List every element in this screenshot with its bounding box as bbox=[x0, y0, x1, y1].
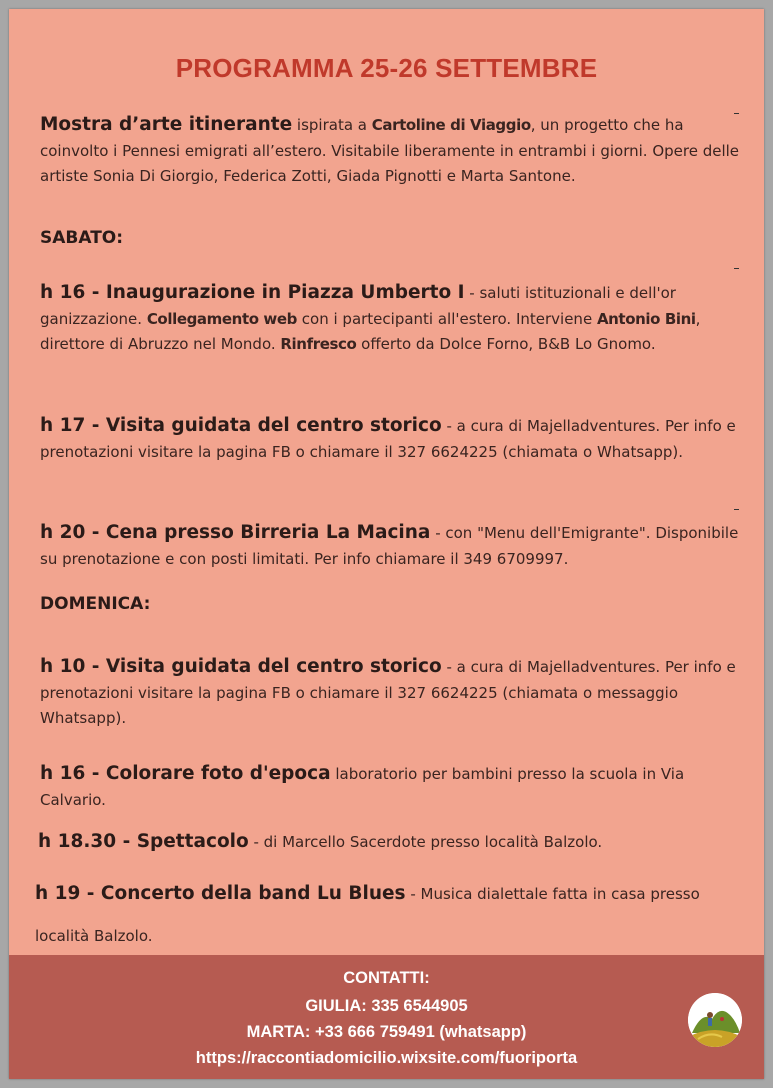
event-title: h 16 - Inaugurazione in Piazza Umberto I bbox=[40, 282, 465, 303]
website-link[interactable]: https://raccontiadomicilio.wixsite.com/fuoriporta bbox=[195, 1049, 578, 1067]
margin-mark bbox=[734, 509, 739, 510]
event-title: h 17 - Visita guidata del centro storico bbox=[40, 415, 442, 436]
event-title: h 20 - Cena presso Birreria La Macina bbox=[40, 522, 431, 543]
exhibition-description: Mostra d’arte itinerante ispirata a Cartoline di Viaggio, un progetto che ha coinvolto i Pennesi emigrati all’estero. Visitabile liberamente in entrambi i giorni. Opere delle artiste Sonia Di Giorgio, Federica Zotti, Giada Pignotti e Marta Santone. bbox=[40, 114, 740, 185]
event-title: h 10 - Visita guidata del centro storico bbox=[40, 656, 442, 677]
event-title: h 18.30 - Spettacolo bbox=[38, 831, 249, 852]
event-sun-16: h 16 - Colorare foto d'epoca laboratorio per bambini presso la scuola in Via Calvario. bbox=[40, 763, 685, 809]
event-sat-16: h 16 - Inaugurazione in Piazza Umberto I - saluti istituzionali e dell'or ganizzazione. Collegamento web con i partecipanti all'estero. Interviene Antonio Bini, direttore di Abruzzo nel Mondo. Rinfresco offerto da Dolce Forno, B&B Lo Gnomo. bbox=[40, 282, 701, 353]
event-title: h 16 - Colorare foto d'epoca bbox=[40, 763, 331, 784]
event-title: h 19 - Concerto della band Lu Blues bbox=[35, 883, 406, 904]
margin-mark bbox=[734, 113, 739, 114]
page-title: PROGRAMMA 25-26 SETTEMBRE bbox=[175, 53, 598, 83]
saturday-heading: SABATO: bbox=[40, 228, 124, 248]
program-sheet bbox=[9, 9, 764, 1079]
sunday-heading: DOMENICA: bbox=[40, 594, 151, 614]
contacts-footer bbox=[9, 955, 764, 1079]
contact-marta: MARTA: +33 666 759491 (whatsapp) bbox=[246, 1023, 527, 1041]
exhibition-title: Mostra d’arte itinerante bbox=[40, 114, 293, 135]
event-sat-20: h 20 - Cena presso Birreria La Macina - con "Menu dell'Emigrante". Disponibile su prenotazione e con posti limitati. Per info chiamare il 349 6709997. bbox=[40, 522, 739, 568]
contacts-heading: CONTATTI: bbox=[343, 969, 430, 987]
event-sat-17: h 17 - Visita guidata del centro storico - a cura di Majelladventures. Per info e prenotazioni visitare la pagina FB o chiamare il 327 6624225 (chiamata o Whatsapp). bbox=[40, 415, 736, 461]
logo-icon bbox=[688, 993, 742, 1047]
contact-giulia: GIULIA: 335 6544905 bbox=[305, 997, 468, 1015]
event-sun-10: h 10 - Visita guidata del centro storico - a cura di Majelladventures. Per info e prenotazioni visitare la pagina FB o chiamare il 327 6624225 (chiamata o messaggio Whatsapp). bbox=[40, 656, 736, 727]
event-sun-1830: h 18.30 - Spettacolo - di Marcello Sacerdote presso località Balzolo. bbox=[38, 831, 603, 852]
event-sun-19: h 19 - Concerto della band Lu Blues - Musica dialettale fatta in casa presso località Balzolo. bbox=[35, 883, 700, 945]
project-name: Cartoline di Viaggio bbox=[371, 116, 531, 134]
margin-mark bbox=[734, 268, 739, 269]
